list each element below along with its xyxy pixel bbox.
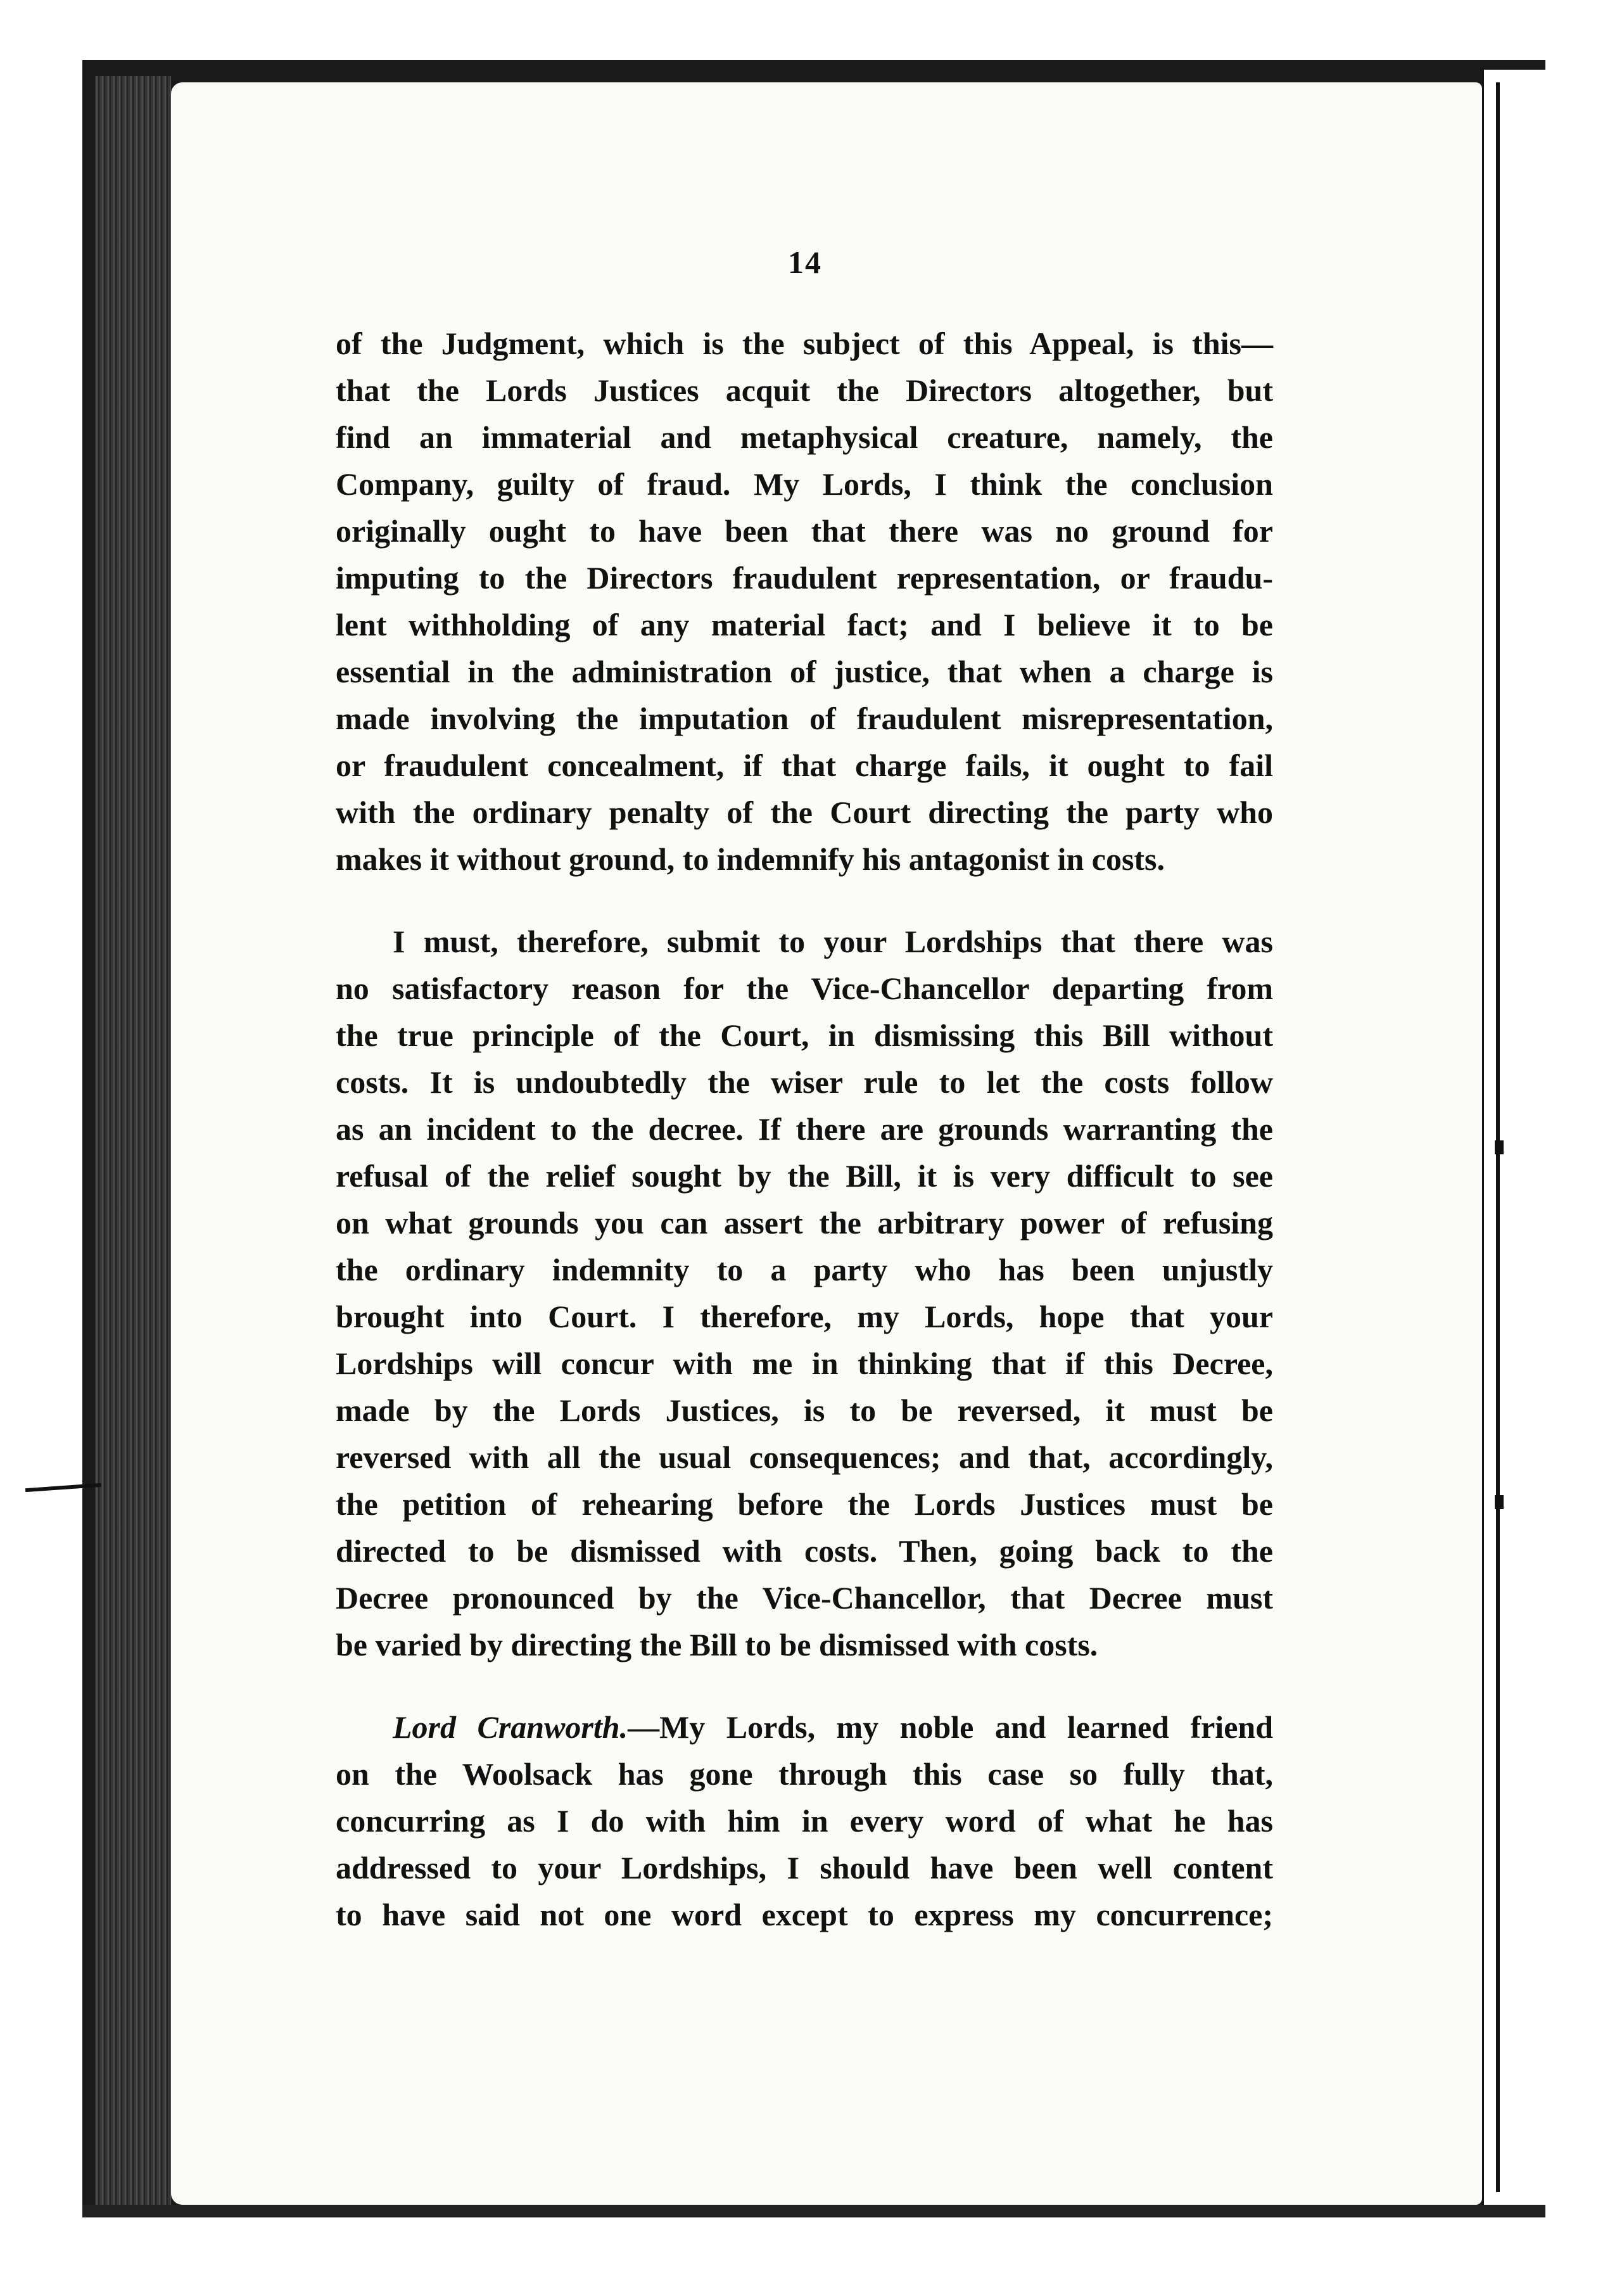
text-line: the petition of rehearing before the Lords Justices must be [336,1486,1273,1522]
facing-page-edge [1482,70,1547,2211]
text-line: directed to be dismissed with costs. Then, going back to the [336,1533,1273,1569]
text-line: made involving the imputation of fraudulent misrepresentation, [336,701,1273,736]
text-line: the ordinary indemnity to a party who has been unjustly [336,1252,1273,1287]
text-line: or fraudulent concealment, if that charge fails, it ought to fail [336,748,1273,783]
text-line: Decree pronounced by the Vice-Chancellor, that Decree must [336,1580,1273,1616]
speaker-line-text: —My Lords, my noble and learned friend [628,1709,1273,1745]
text-line: refusal of the relief sought by the Bill, it is very difficult to see [336,1158,1273,1194]
text-line: that the Lords Justices acquit the Directors altogether, but [336,373,1273,408]
paragraph-2 [336,918,1273,1668]
paragraph-1 [336,320,1273,883]
text-line: addressed to your Lordships, I should have been well content [336,1850,1273,1885]
text-line: find an immaterial and metaphysical creature, namely, the [336,419,1273,455]
text-line: the true principle of the Court, in dismissing this Bill without [336,1017,1273,1053]
facing-page-rule [1496,82,1500,2192]
body-text [336,320,1273,1938]
text-line: of the Judgment, which is the subject of this Appeal, is this— [336,326,1273,361]
text-line: concurring as I do with him in every word of what he has [336,1803,1273,1839]
text-line: lent withholding of any material fact; and I believe it to be [336,607,1273,642]
text-line: with the ordinary penalty of the Court directing the party who [336,794,1273,830]
book-bottom-edge [82,2205,1545,2217]
text-line: as an incident to the decree. If there are grounds warranting the [336,1111,1273,1147]
text-line: originally ought to have been that there was no ground for [336,513,1273,549]
text-line [336,1704,1273,1751]
text-line: on the Woolsack has gone through this case so fully that, [336,1756,1273,1792]
text-line: on what grounds you can assert the arbitrary power of refusing [336,1205,1273,1240]
text-line: essential in the administration of justice, that when a charge is [336,654,1273,689]
text-line: Company, guilty of fraud. My Lords, I think the conclusion [336,466,1273,502]
book-page-edges [95,76,171,2205]
text-line: costs. It is undoubtedly the wiser rule to let the costs follow [336,1064,1273,1100]
text-line: I must, therefore, submit to your Lordships that there was [393,924,1273,959]
text-line: makes it without ground, to indemnify his antagonist in costs. [336,841,1165,877]
speaker-name: Lord Cranworth. [393,1709,628,1745]
text-line: Lordships will concur with me in thinking that if this Decree, [336,1346,1273,1381]
scan-mark [1495,1495,1504,1509]
text-line: imputing to the Directors fraudulent representation, or fraudu- [336,560,1273,596]
text-line: brought into Court. I therefore, my Lords, hope that your [336,1299,1273,1334]
text-line: reversed with all the usual consequences; and that, accordingly, [336,1439,1273,1475]
paragraph-3 [336,1704,1273,1938]
text-line: be varied by directing the Bill to be dismissed with costs. [336,1627,1098,1662]
scan-mark [1495,1140,1504,1154]
text-line: made by the Lords Justices, is to be reversed, it must be [336,1393,1273,1428]
text-line: no satisfactory reason for the Vice-Chancellor departing from [336,971,1273,1006]
text-line: to have said not one word except to express my concurrence; [336,1897,1273,1932]
page-number: 14 [788,245,822,280]
